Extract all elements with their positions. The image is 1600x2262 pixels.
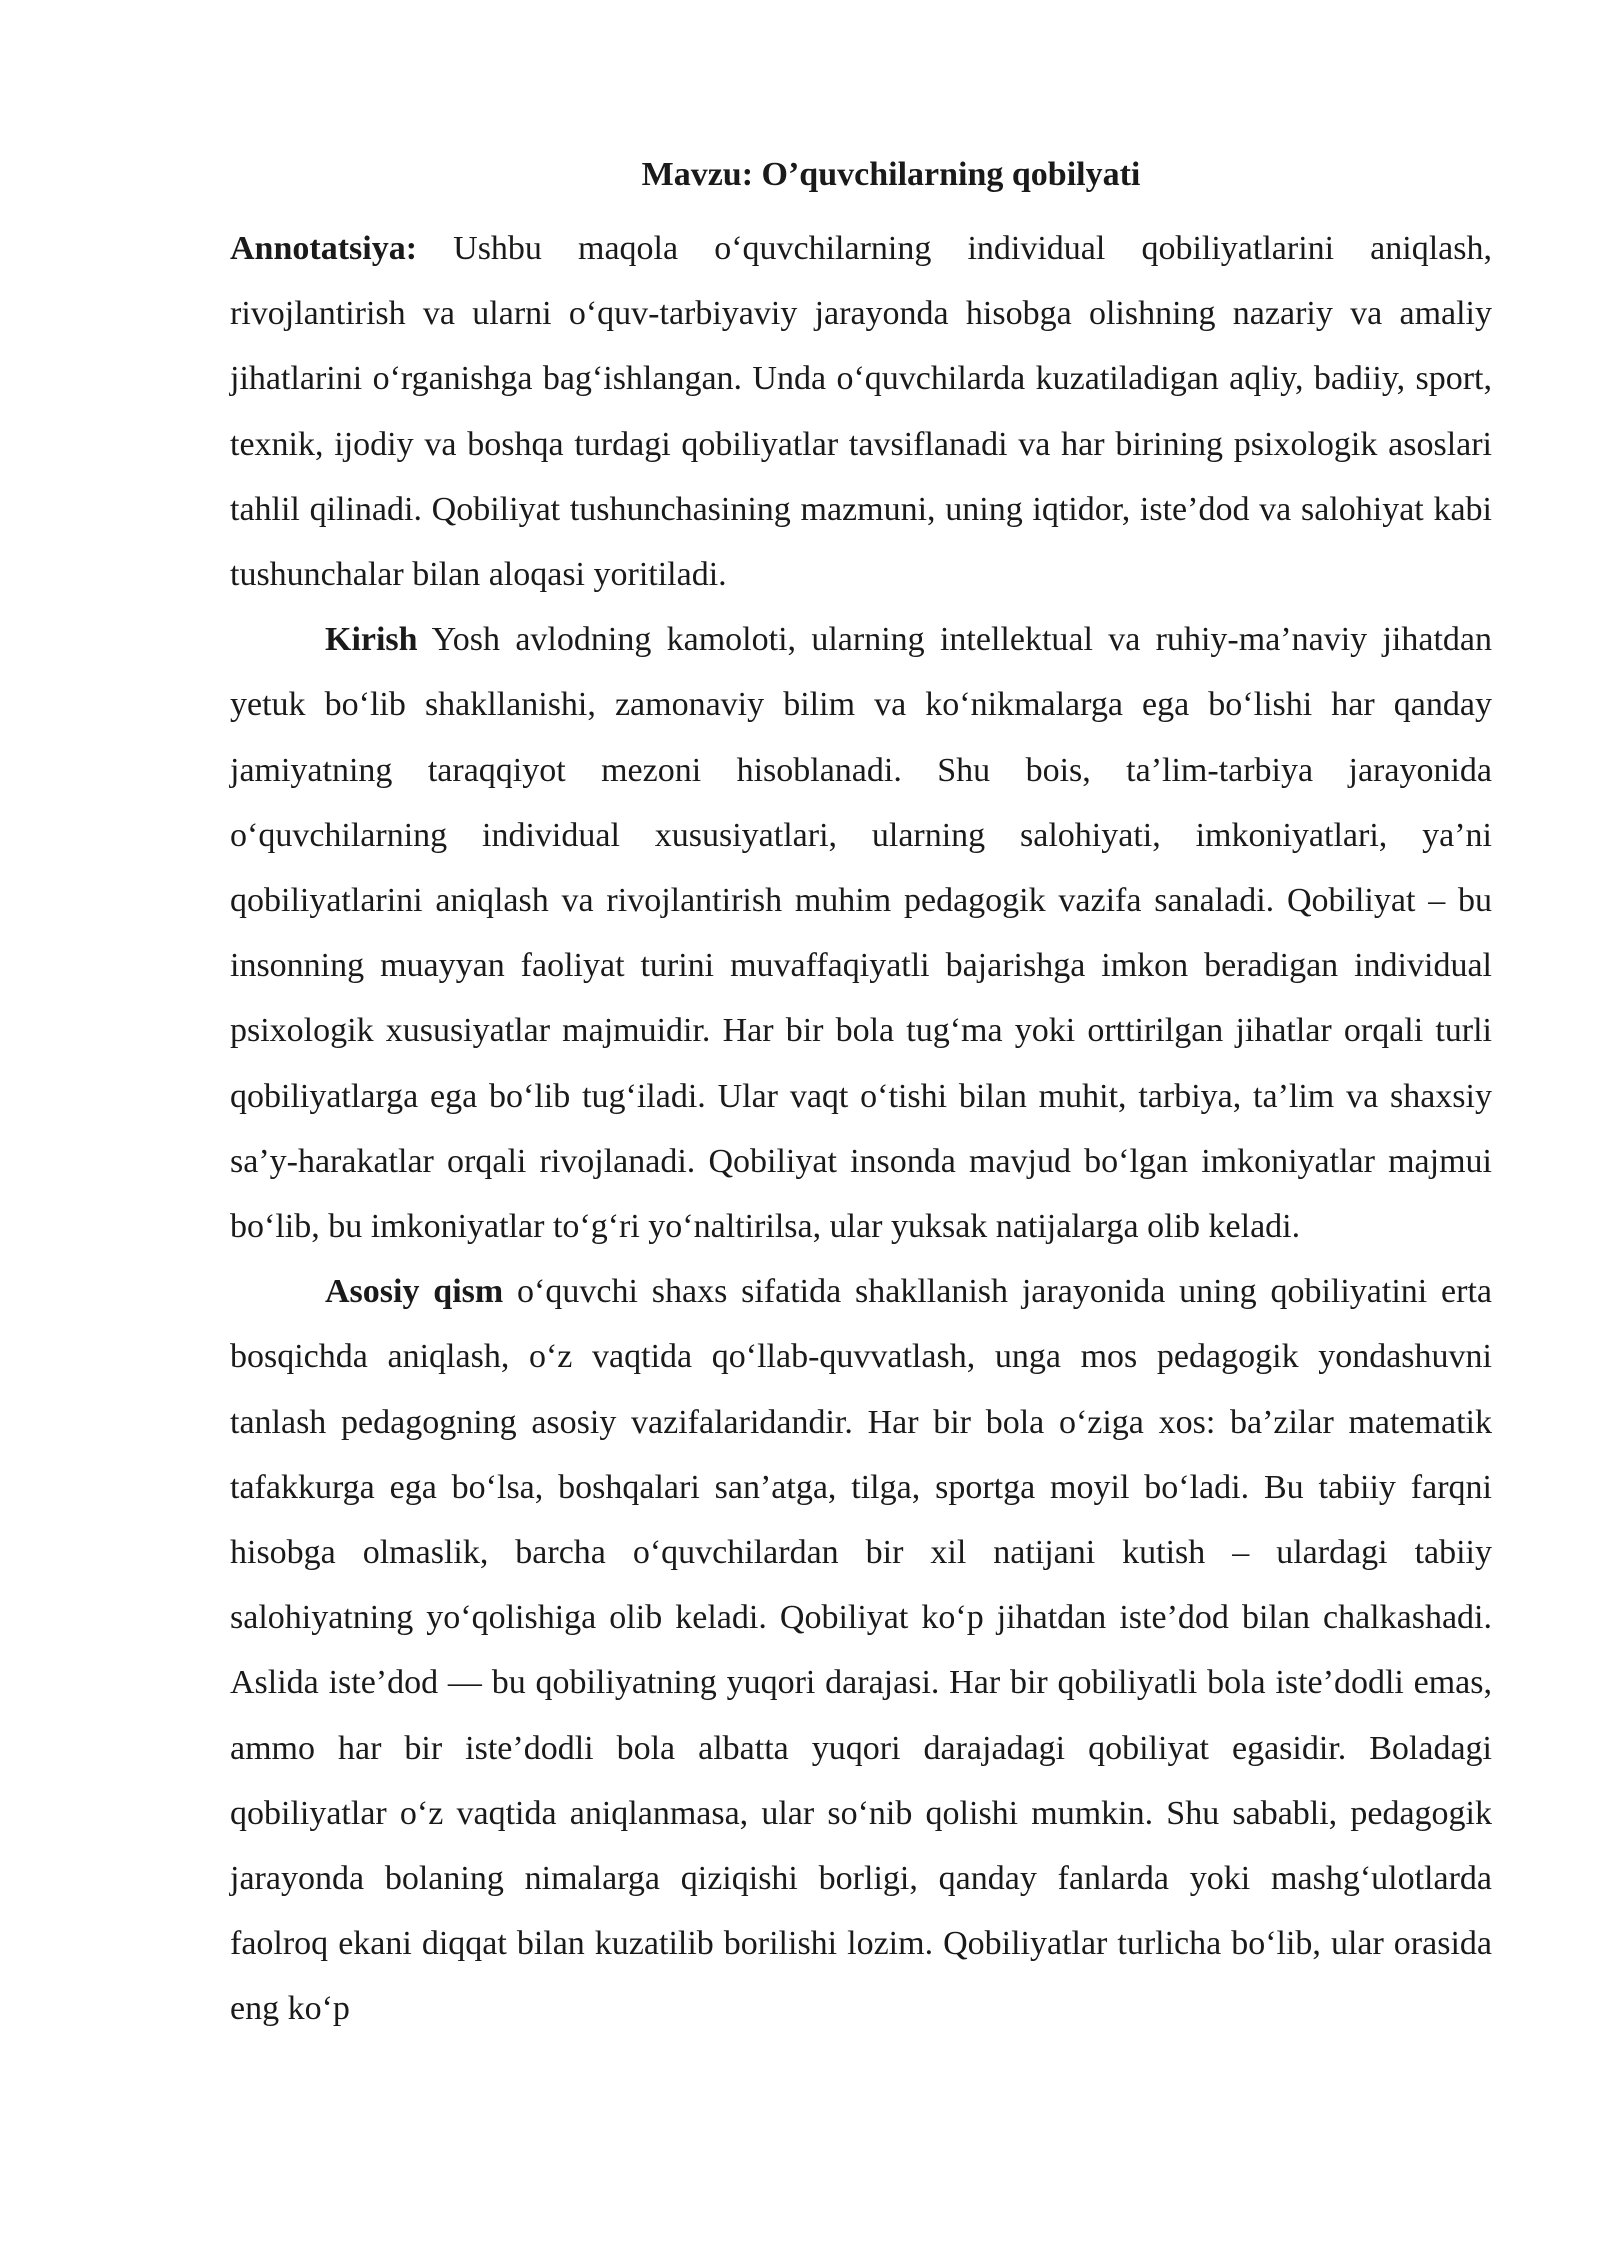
main-part-paragraph bbox=[230, 1259, 1492, 2041]
introduction-text: Yosh avlodning kamoloti, ularning intellektual va ruhiy-ma’naviy jihatdan yetuk bo‘lib shakllanishi, zamonaviy bilim va ko‘nikmalarga ega bo‘lishi har qanday jamiyatning taraqqiyot mezoni hisoblanadi. Shu bois, ta’lim-tarbiya jarayonida o‘quvchilarning individual xususiyatlari, ularning salohiyati, imkoniyatlari, ya’ni qobiliyatlarini aniqlash va rivojlantirish muhim pedagogik vazifa sanaladi. Qobiliyat – bu insonning muayyan faoliyat turini muvaffaqiyatli bajarishga imkon beradigan individual psixologik xususiyatlar majmuidir. Har bir bola tug‘ma yoki orttirilgan jihatlar orqali turli qobiliyatlarga ega bo‘lib tug‘iladi. Ular vaqt o‘tishi bilan muhit, tarbiya, ta’lim va shaxsiy sa’y-harakatlar orqali rivojlanadi. Qobiliyat insonda mavjud bo‘lgan imkoniyatlar majmui bo‘lib, bu imkoniyatlar to‘g‘ri yo‘naltirilsa, ular yuksak natijalarga olib keladi. bbox=[230, 621, 1492, 1246]
introduction-label: Kirish bbox=[325, 621, 418, 659]
document-page bbox=[230, 148, 1492, 2042]
abstract-paragraph bbox=[230, 216, 1492, 607]
main-part-label: Asosiy qism bbox=[325, 1273, 504, 1311]
abstract-text: Ushbu maqola o‘quvchilarning individual qobiliyatlarini aniqlash, rivojlantirish va ularni o‘quv-tarbiyaviy jarayonda hisobga olishning nazariy va amaliy jihatlarini o‘rganishga bag‘ishlangan. Unda o‘quvchilarda kuzatiladigan aqliy, badiiy, sport, texnik, ijodiy va boshqa turdagi qobiliyatlar tavsiflanadi va har birining psixologik asoslari tahlil qilinadi. Qobiliyat tushunchasining mazmuni, uning iqtidor, iste’dod va salohiyat kabi tushunchalar bilan aloqasi yoritiladi. bbox=[230, 230, 1492, 594]
main-part-text: o‘quvchi shaxs sifatida shakllanish jarayonida uning qobiliyatini erta bosqichda aniqlash, o‘z vaqtida qo‘llab-quvvatlash, unga mos pedagogik yondashuvni tanlash pedagogning asosiy vazifalaridandir. Har bir bola o‘ziga xos: ba’zilar matematik tafakkurga ega bo‘lsa, boshqalari san’atga, tilga, sportga moyil bo‘ladi. Bu tabiiy farqni hisobga olmaslik, barcha o‘quvchilardan bir xil natijani kutish – ulardagi tabiiy salohiyatning yo‘qolishiga olib keladi. Qobiliyat ko‘p jihatdan iste’dod bilan chalkashadi. Aslida iste’dod — bu qobiliyatning yuqori darajasi. Har bir qobiliyatli bola iste’dodli emas, ammo har bir iste’dodli bola albatta yuqori darajadagi qobiliyat egasidir. Boladagi qobiliyatlar o‘z vaqtida aniqlanmasa, ular so‘nib qolishi mumkin. Shu sababli, pedagogik jarayonda bolaning nimalarga qiziqishi borligi, qanday fanlarda yoki mashg‘ulotlarda faolroq ekani diqqat bilan kuzatilib borilishi lozim. Qobiliyatlar turlicha bo‘lib, ular orasida eng ko‘p bbox=[230, 1273, 1493, 2028]
abstract-label: Annotatsiya: bbox=[230, 230, 418, 267]
document-title: Mavzu: O’quvchilarning qobilyati bbox=[641, 156, 1141, 193]
introduction-paragraph bbox=[230, 607, 1492, 1259]
